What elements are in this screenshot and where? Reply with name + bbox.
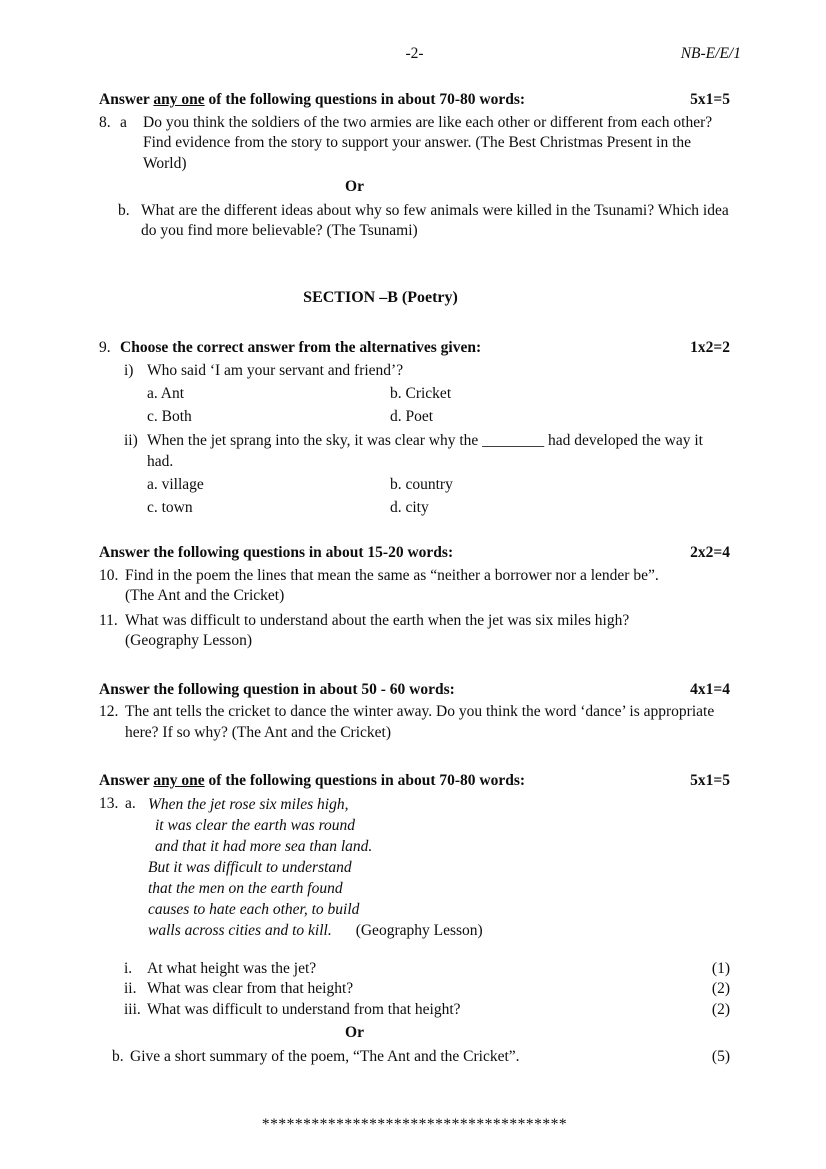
question-9ii-options [147,475,730,518]
end-of-paper-divider: ************************************* [261,1116,568,1133]
poem-line: causes to hate each other, to build [148,900,360,918]
marks-15-20: 2x2=4 [690,544,730,561]
sub-ii-marks: (2) [711,980,730,997]
question-13-sub-iii [124,1000,730,1021]
question-9i [99,361,730,382]
instruction-q8-emph: any one [153,91,205,108]
question-9i-text: Who said ‘I am your servant and friend’? [147,361,404,379]
question-10-body [125,566,730,607]
question-10-number: 10. [99,566,119,584]
question-8b [118,201,730,242]
question-10-text: Find in the poem the lines that mean the same as “neither a borrower nor a lender be”. [125,566,659,584]
question-11-text: What was difficult to understand about the earth when the jet was six miles high? [125,611,630,629]
question-9-heading-text: Choose the correct answer from the alternatives given: [120,339,482,356]
question-9ii-text: When the jet sprang into the sky, it was clear why the ________ had developed the way it had. [147,432,703,470]
sub-iii-text: What was difficult to understand from that height? [147,1000,461,1018]
or-divider-q8: Or [345,178,364,195]
question-9i-options [147,384,730,427]
sub-iii-marks: (2) [711,1000,730,1018]
question-11-source: (Geography Lesson) [125,632,252,649]
question-13-number: 13. [99,794,119,812]
question-13b-text: Give a short summary of the poem, “The Ant and the Cricket”. [130,1047,520,1065]
poem-line: it was clear the earth was round [155,816,356,834]
marks-q13: 5x1=5 [690,772,730,789]
question-8b-text: What are the different ideas about why so few animals were killed in the Tsunami? Which idea do you find more believable? (The Tsunami) [141,201,729,239]
page-number: -2- [405,45,424,62]
instruction-q8-post: of the following questions in about 70-80 words: [204,91,526,108]
section-b-title: SECTION –B (Poetry) [303,288,458,306]
question-10 [99,566,730,607]
option-9ii-c: c. town [147,498,193,516]
question-13b-marks: (5) [711,1047,730,1065]
poem-line: But it was difficult to understand [148,858,352,876]
marks-q9: 1x2=2 [690,339,730,356]
option-9i-d: d. Poet [390,407,434,425]
instruction-q13 [99,771,730,792]
question-13b-label: b. [112,1047,124,1065]
page-header [99,44,741,64]
option-9i-a: a. Ant [147,385,185,402]
instruction-15-20 [99,543,730,564]
sub-i-marks: (1) [711,959,730,977]
instruction-q13-post: of the following questions in about 70-80 words: [204,772,526,789]
poem-extract [148,794,730,941]
instruction-50-60 [99,680,730,701]
sub-ii-label: ii. [124,980,137,997]
question-13b [112,1047,730,1068]
option-9ii-b: b. country [390,476,453,493]
question-13a-label: a. [125,794,136,812]
instruction-q13-pre: Answer [99,772,154,789]
poem-source: (Geography Lesson) [355,921,483,939]
option-9ii-d: d. city [390,498,429,516]
question-12-text: The ant tells the cricket to dance the winter away. Do you think the word ‘dance’ is appropriate here? If so why? (The Ant and the Cricket) [125,703,715,741]
question-12 [99,702,730,743]
instruction-50-60-text: Answer the following question in about 50 - 60 words: [99,680,455,698]
doc-code: NB-E/E/1 [680,45,741,62]
poem-line: When the jet rose six miles high, [148,795,349,813]
sub-iii-label: iii. [124,1000,141,1018]
question-12-number: 12. [99,703,119,720]
question-13a [99,794,730,941]
question-11-number: 11. [99,611,118,629]
question-9i-label: i) [124,361,134,379]
option-9i-b: b. Cricket [390,385,452,402]
sub-ii-text: What was clear from that height? [147,980,354,997]
question-8a-text: Do you think the soldiers of the two armies are like each other or different from each other? Find evidence from the story to support your answer. (The Best Christmas Present in the World) [143,113,713,172]
question-9ii [99,431,730,472]
option-9ii-a: a. village [147,476,204,493]
instruction-q13-emph: any one [153,772,205,789]
question-8-number: 8. [99,113,111,131]
instruction-15-20-text: Answer the following questions in about 15-20 words: [99,544,454,561]
question-11 [99,611,730,652]
instruction-q8-text [99,90,525,111]
question-10-source: (The Ant and the Cricket) [125,587,285,604]
poem-line: and that it had more sea than land. [155,837,373,855]
question-8a-label: a [120,113,127,131]
question-8a [99,113,730,175]
poem-last-row [148,920,730,941]
instruction-q8-pre: Answer [99,91,154,108]
marks-q8: 5x1=5 [690,91,730,108]
sub-i-label: i. [124,959,133,977]
poem-line: that the men on the earth found [148,879,343,897]
sub-i-text: At what height was the jet? [147,959,317,977]
instruction-q8 [99,90,730,111]
question-13-sub-i [124,959,730,980]
question-9ii-label: ii) [124,432,138,449]
question-11-body [125,611,730,652]
poem-line: walls across cities and to kill. [148,921,332,939]
marks-50-60: 4x1=4 [690,680,730,698]
question-8b-label: b. [118,201,130,219]
question-9-heading-row [99,338,730,359]
question-9-number: 9. [99,339,111,356]
option-9i-c: c. Both [147,407,192,425]
question-9-heading [120,338,730,359]
instruction-q13-text [99,771,525,792]
or-divider-q13: Or [345,1024,364,1041]
question-13-sub-ii [124,979,730,1000]
